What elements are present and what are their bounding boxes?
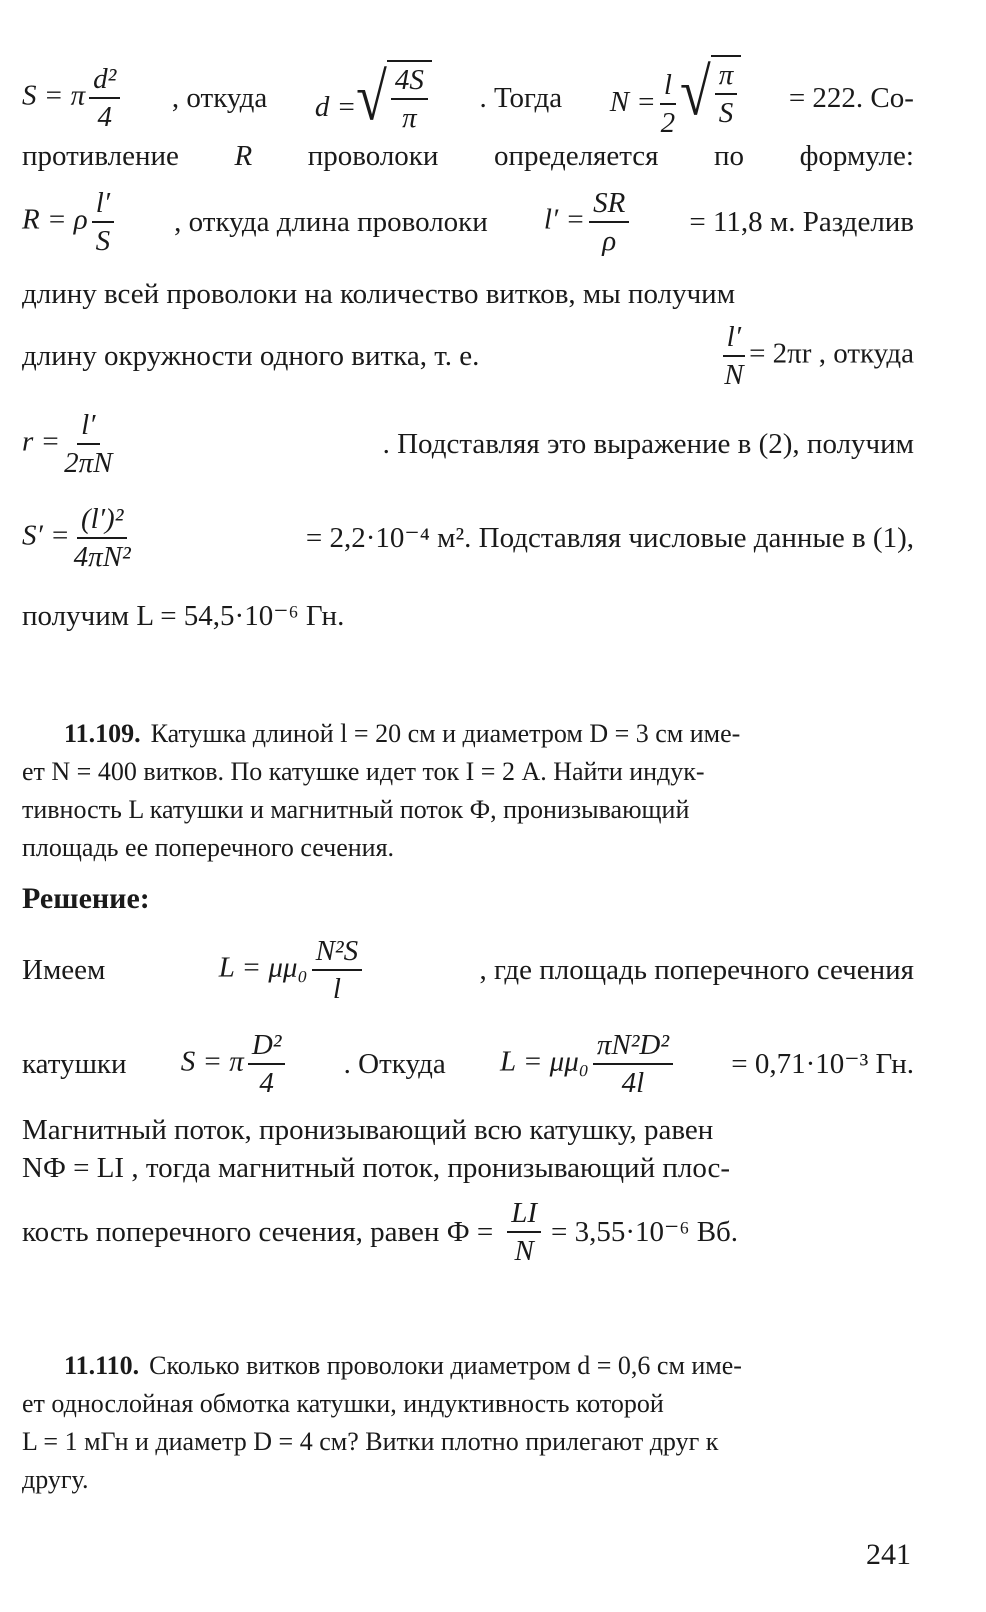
formula-r: R = ρ [22, 203, 88, 236]
problem-text: Сколько витков проволоки диаметром d = 0,6 см име- [149, 1351, 742, 1380]
text-otkuda: , откуда [171, 82, 268, 114]
text-cross-section: , где площадь поперечного сечения [479, 954, 914, 986]
problem-110-line-4 [22, 1462, 914, 1498]
formula-l: L = μμ₀ [499, 1045, 589, 1078]
text-flux: кость поперечного сечения, равен Ф = [22, 1216, 494, 1248]
fraction-l-over-2pin: $\frac{l'}{2\pi N}$ [64, 409, 113, 479]
word: проволоки [307, 140, 439, 172]
problem-number: 11.109. [64, 719, 141, 748]
text-0-71: = 0,71·10⁻³ Гн. [731, 1048, 914, 1080]
problem-text: тивность L катушки и магнитный поток Ф, пронизывающий [22, 795, 690, 824]
text: Магнитный поток, пронизывающий всю катушку, равен [22, 1114, 714, 1146]
solution-line-1 [22, 934, 914, 1006]
text-wire-length: , откуда длина проволоки [174, 206, 488, 238]
formula-d: d = [314, 91, 357, 123]
fraction-sr-over-rho: $\frac{SR}{\rho}$ [589, 185, 629, 259]
page-number: 241 [866, 1538, 911, 1571]
problem-text: ет N = 400 витков. По катушке идет ток I = 2 А. Найти индук- [22, 757, 705, 786]
problem-text: ет однослойная обмотка катушки, индуктивность которой [22, 1389, 664, 1418]
fraction-n2s-over-l: $\frac{\text{N²S}}{l}$ [312, 933, 363, 1007]
problem-110-line-3 [22, 1424, 914, 1460]
problem-109-line-4 [22, 830, 914, 866]
sqrt-4s-pi: √ $\frac{4S}{\pi}$ [356, 60, 432, 136]
formula-line-3 [22, 188, 914, 256]
word: по [714, 140, 745, 172]
solution-line-3 [22, 1112, 914, 1148]
word: противление [22, 140, 179, 172]
word: формуле: [799, 140, 914, 172]
solution-line-5 [22, 1196, 914, 1268]
text-circumference: длину окружности одного витка, т. е. [22, 340, 480, 372]
fraction-d2-over-4: $\frac{\text{d²}}{4}$ [89, 61, 120, 135]
formula-n: N = [609, 85, 656, 118]
formula-s: S = π [22, 79, 86, 112]
word: определяется [493, 140, 659, 172]
symbol-r: R [234, 140, 253, 172]
fraction-l2-over-4pin2: $\frac{\text{(l′)²}}{\text{4πN²}}$ [73, 503, 131, 573]
problem-109-line-1 [64, 716, 914, 752]
formula-r-radius: r = [22, 425, 61, 458]
problem-text: площадь ее поперечного сечения. [22, 833, 395, 862]
fraction-li-over-n: $\frac{LI}{N}$ [507, 1195, 541, 1269]
text: длину всей проволоки на количество витков, мы получим [22, 278, 736, 310]
text-substituting: . Подставляя это выражение в (2), получим [382, 428, 914, 460]
formula-l-prime: l′ = [543, 203, 586, 236]
problem-number: 11.110. [64, 1351, 140, 1380]
text-2pir: = 2πr , откуда [749, 337, 914, 370]
text-line-2 [22, 138, 914, 174]
problem-110-line-1 [64, 1348, 914, 1384]
text-2-2: = 2,2·10⁻⁴ м². Подставляя числовые данные в (1), [305, 522, 914, 554]
text-line-8 [22, 598, 914, 634]
fraction-pin2d2-over-4l: $\frac{\text{πN²D²}}{4l}$ [593, 1027, 673, 1101]
formula-s-prime: S′ = [22, 519, 70, 552]
problem-text: Катушка длиной l = 20 см и диаметром D = 3 см име- [150, 719, 741, 748]
text-line-4 [22, 276, 914, 312]
formula-line-6 [22, 408, 914, 480]
formula-line-1 [22, 55, 914, 140]
solution-line-4 [22, 1150, 914, 1186]
text-imeem: Имеем [22, 954, 106, 986]
formula-l: L = μμ₀ [218, 951, 308, 984]
sqrt-pi-s: √ $\frac{\pi}{S}$ [680, 55, 741, 131]
solution-line-2 [22, 1028, 914, 1100]
text: NФ = LI , тогда магнитный поток, пронизывающий плос- [22, 1152, 731, 1184]
text-otkuda: . Откуда [343, 1048, 446, 1080]
problem-109-line-2 [22, 754, 914, 790]
text-l-result: получим L = 54,5·10⁻⁶ Гн. [22, 600, 345, 632]
formula-s: S = π [180, 1045, 244, 1078]
problem-text: L = 1 мГн и диаметр D = 4 см? Витки плотно прилегают друг к [22, 1427, 719, 1456]
fraction-l-over-s: $\frac{l'}{S}$ [92, 185, 114, 259]
problem-109-line-3 [22, 792, 914, 828]
fraction-d2-over-4: $\frac{\text{D²}}{4}$ [248, 1027, 286, 1101]
formula-line-5 [22, 320, 914, 392]
text-katushki: катушки [22, 1048, 127, 1080]
solution-heading: Решение: [22, 882, 150, 915]
problem-110-line-2 [22, 1386, 914, 1422]
text-togda: . Тогда [479, 82, 563, 114]
formula-line-7 [22, 500, 914, 576]
text-222: = 222. Со- [788, 82, 914, 114]
problem-text: другу. [22, 1465, 89, 1494]
fraction-l-over-n: $\frac{l'}{N}$ [724, 321, 744, 391]
text-3-55: = 3,55·10⁻⁶ Вб. [551, 1216, 739, 1248]
fraction-l-over-2: $\frac{l}{2}$ [660, 69, 676, 140]
text-11-8m: = 11,8 м. Разделив [689, 206, 914, 238]
